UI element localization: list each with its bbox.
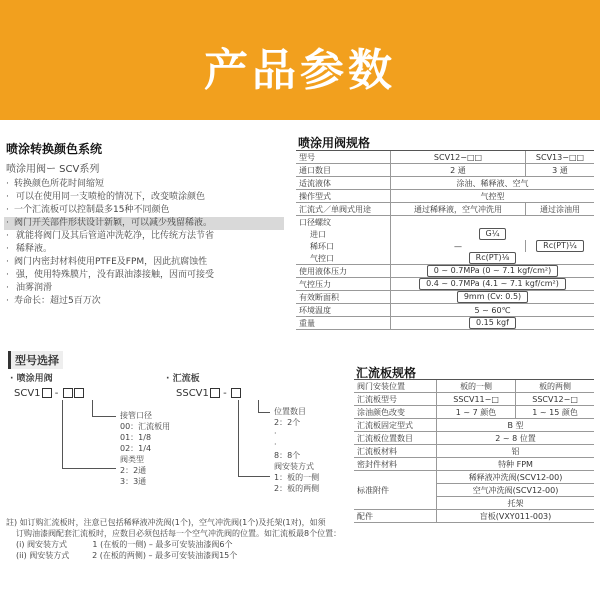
table-row: 汇流板位置数目 2 ~ 8 位置 xyxy=(354,432,594,445)
manifold-spec-table-wrap xyxy=(354,379,594,523)
table-row: 汇流板材料 铝 xyxy=(354,445,594,458)
title-banner xyxy=(0,0,600,120)
valve-leader-line-2h xyxy=(92,416,116,417)
table-row: 口径螺纹 xyxy=(296,216,594,229)
table-row: 气控压力 0.4 ~ 0.7MPa (4.1 ~ 7.1 kgf/cm²) xyxy=(296,278,594,291)
feature-item: · 阀门内密封材料使用PTFE及FPM，因此抗腐蚀性 xyxy=(4,256,284,269)
system-title: 喷涂转换颜色系统 xyxy=(6,142,103,156)
table-row: 使用液体压力 0 ~ 0.7MPa (0 ~ 7.1 kgf/cm²) xyxy=(296,265,594,278)
valve-leader-line-1 xyxy=(62,400,63,468)
valve-spec-title: 喷涂用阀规格 xyxy=(298,136,371,150)
feature-item: · 油雾润滑 xyxy=(4,282,284,295)
manifold-model-title: · 汇流板 xyxy=(166,374,200,384)
table-row: 稀环口 — Rc(PT)¼ xyxy=(296,240,594,252)
valve-leader-line-2 xyxy=(92,400,93,416)
table-row: 进口 G¼ xyxy=(296,228,594,240)
table-row: 空气冲洗阀(SCV12-00) xyxy=(354,484,594,497)
manifold-leader-line-2h xyxy=(258,412,270,413)
feature-item: · 一个汇流板可以控制最多15种不同颜色 xyxy=(4,204,284,217)
valve-option-labels: 接管口径 00：汇流板用 01：1/8 02：1/4 阀类型 2：2通 3：3通 xyxy=(120,411,171,486)
table-row: 标准附件 稀释液冲洗阀(SCV12-00) xyxy=(354,471,594,484)
manifold-leader-line-1h xyxy=(238,476,270,477)
table-row: 阀门安装位置 板的一侧 板的两侧 xyxy=(354,380,594,393)
banner-title: 产品参数 xyxy=(204,45,396,96)
table-row: 汇流板固定型式 B 型 xyxy=(354,419,594,432)
table-row: 密封件材料 特种 FPM xyxy=(354,458,594,471)
table-row: 有效断面积 9mm (Cv: 0.5) xyxy=(296,291,594,304)
feature-item: · 稀释液。 xyxy=(4,243,284,256)
table-row: 涂油颜色改变 1 ~ 7 颜色 1 ~ 15 颜色 xyxy=(354,406,594,419)
table-row: 气控口 Rc(PT)⅛ xyxy=(296,252,594,265)
valve-model-code: SCV1 - xyxy=(14,388,84,399)
table-row: 环境温度 5 ~ 60℃ xyxy=(296,304,594,317)
table-row: 汇流板型号 SSCV11−□ SSCV12−□ xyxy=(354,393,594,406)
feature-item: · 可以在使用同一支喷枪的情况下，改变喷涂颜色 xyxy=(4,191,284,204)
notes: 註) 如订购汇流板时，注意已包括稀释液冲洗阀(1个)，空气冲洗阀(1个)及托架(1对)，如须 订购油漆阀配套汇流板时，应数目必须包括每一个空气冲洗阀的位置。如汇流板最8个位置： (i) 阀安装方式 1 (在板的一侧) – 最多可安装油漆阀6个 (ii) 阀安装方式 2 (在板的两侧) – 最多可安装油漆阀15个 xyxy=(6,518,342,560)
manifold-option-labels: 位置数目 2：2个 · · 8：8个 阀安装方式 1：板的一侧 2：板的两侧 xyxy=(274,407,320,493)
table-row: 通口数目 2 通 3 通 xyxy=(296,164,594,177)
table-row: 重量 0.15 kgf xyxy=(296,317,594,330)
code-boxes: - xyxy=(41,388,84,399)
manifold-model-code: SSCV1 - xyxy=(176,388,241,399)
valve-leader-line-1h xyxy=(62,468,116,469)
table-row: 适流液体 涂油、稀释液、空气 xyxy=(296,177,594,190)
feature-item: · 就能将阀门及其后管道冲洗乾净，比传统方法节省 xyxy=(4,230,284,243)
table-row: 托架 xyxy=(354,497,594,510)
manifold-leader-line-2 xyxy=(258,400,259,412)
manifold-leader-line-1 xyxy=(238,400,239,476)
system-subtitle: 喷涂用阀ー SCV系列 xyxy=(6,164,100,175)
manifold-spec-title: 汇流板规格 xyxy=(356,366,417,380)
table-row: 汇流式／单阀式用途 通过稀释液，空气冲洗用 通过涂油用 xyxy=(296,203,594,216)
table-row: 配件 盲板(VXY011-003) xyxy=(354,510,594,523)
valve-spec-table xyxy=(296,151,594,330)
feature-item: · 阀门开关部件形状设计新颖，可以减少残留稀液。 xyxy=(4,217,284,230)
table-row: 型号 SCV12−□□ SCV13−□□ xyxy=(296,151,594,164)
feature-item: · 转换颜色所花时间缩短 xyxy=(4,178,284,191)
feature-item: · 寿命长：超过5百万次 xyxy=(4,295,284,308)
valve-model-title: · 喷涂用阀 xyxy=(10,374,53,384)
model-selection-title: 型号选择 xyxy=(8,351,63,369)
feature-item: · 强，使用特殊膜片，没有跟油漆接触，因而可接受 xyxy=(4,269,284,282)
feature-list xyxy=(4,178,284,308)
manifold-spec-table xyxy=(354,380,594,523)
valve-spec-table-wrap xyxy=(296,150,594,330)
table-row: 操作型式 气控型 xyxy=(296,190,594,203)
code-boxes: - xyxy=(209,388,241,399)
